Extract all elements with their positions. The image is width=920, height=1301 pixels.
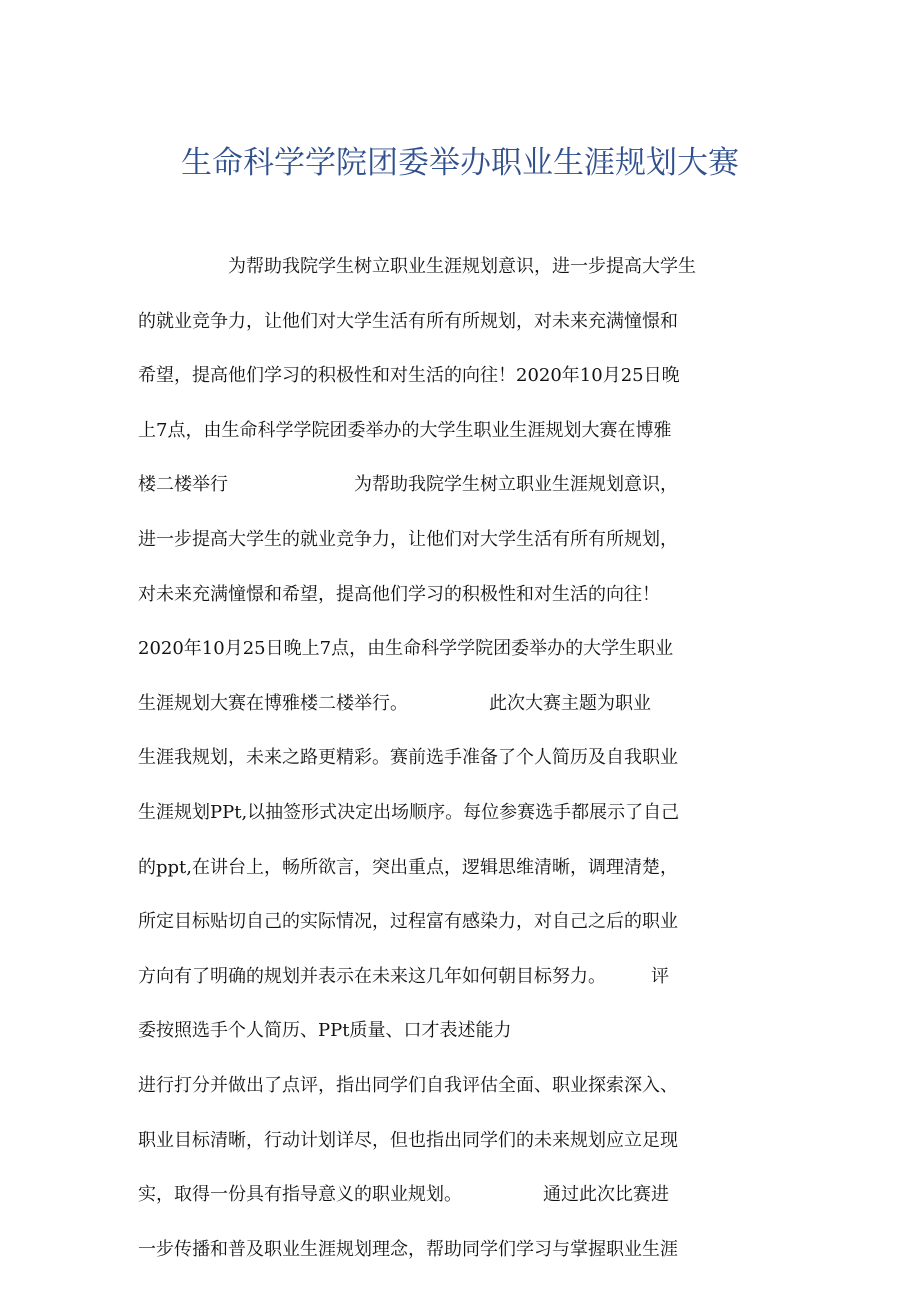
body-line: 楼二楼举行 为帮助我院学生树立职业生涯规划意识，: [138, 474, 678, 496]
body-line: 职业目标清晰，行动计划详尽，但也指出同学们的未来规划应立足现: [138, 1129, 678, 1151]
body-line: 上7点，由生命科学学院团委举办的大学生职业生涯规划大赛在博雅: [138, 419, 672, 441]
body-line: 进行打分并做出了点评，指出同学们自我评估全面、职业探索深入、: [138, 1074, 678, 1096]
body-line: 一步传播和普及职业生涯规划理念，帮助同学们学习与掌握职业生涯: [138, 1238, 678, 1260]
body-line: 进一步提高大学生的就业竞争力，让他们对大学生活有所有所规划，: [138, 528, 678, 550]
body-line: 的就业竞争力，让他们对大学生活有所有所规划，对未来充满憧憬和: [138, 310, 678, 332]
body-line: 所定目标贴切自己的实际情况，过程富有感染力，对自己之后的职业: [138, 911, 678, 933]
body-line: 实，取得一份具有指导意义的职业规划。 通过此次比赛进: [138, 1184, 669, 1206]
body-line: 的ppt,在讲台上，畅所欲言，突出重点，逻辑思维清晰，调理清楚，: [138, 856, 678, 878]
document-body: [138, 250, 790, 1287]
body-line: 方向有了明确的规划并表示在未来这几年如何朝目标努力。 评: [138, 965, 669, 987]
body-line: 对未来充满憧憬和希望，提高他们学习的积极性和对生活的向往！: [138, 583, 660, 605]
body-line: 生涯我规划，未来之路更精彩。赛前选手准备了个人简历及自我职业: [138, 747, 678, 769]
body-line: 生涯规划大赛在博雅楼二楼举行。 此次大赛主题为职业: [138, 692, 651, 714]
document-title: 生命科学学院团委举办职业生涯规划大赛: [181, 145, 739, 181]
body-line: 希望，提高他们学习的积极性和对生活的向往！2020年10月25日晚: [138, 365, 680, 387]
body-line: 为帮助我院学生树立职业生涯规划意识，进一步提高大学生: [138, 256, 696, 277]
body-line: 生涯规划PPt,以抽签形式决定出场顺序。每位参赛选手都展示了自己: [138, 801, 680, 823]
body-line: 2020年10月25日晚上7点，由生命科学学院团委举办的大学生职业: [138, 638, 674, 660]
body-line: 委按照选手个人简历、PPt质量、口才表述能力: [138, 1020, 512, 1042]
